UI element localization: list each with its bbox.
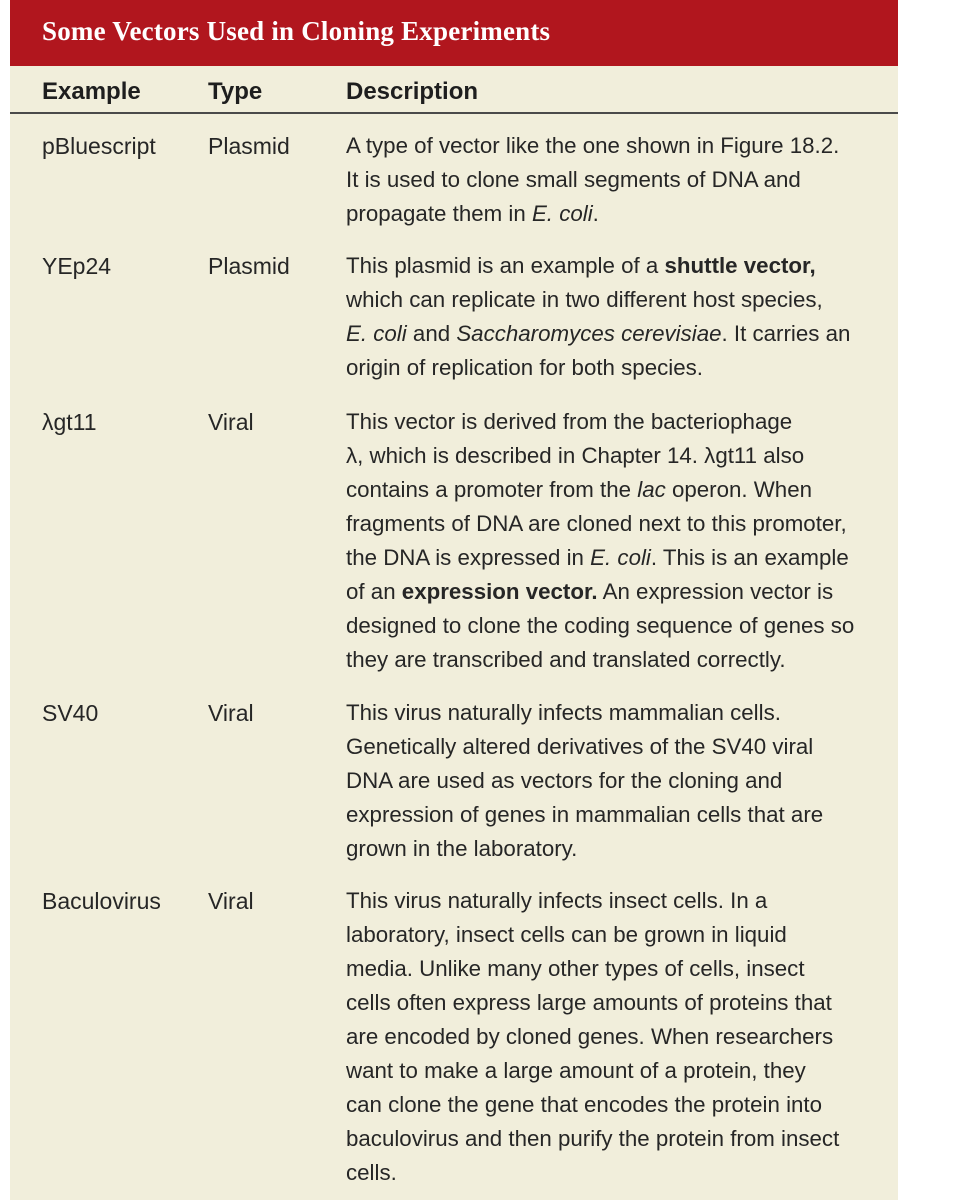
text-run: An expression vector is	[597, 579, 834, 604]
text-run: λ, which is described in Chapter 14. λgt11 also	[346, 443, 805, 468]
description-line	[346, 730, 891, 764]
text-run: origin of replication for both species.	[346, 355, 703, 380]
type-cell: Viral	[208, 700, 254, 726]
text-run: want to make a large amount of a protein, they	[346, 1058, 806, 1083]
type-cell: Plasmid	[208, 253, 290, 279]
text-run: propagate them in	[346, 201, 532, 226]
text-run: the DNA is expressed in	[346, 545, 591, 570]
description-line	[346, 507, 891, 541]
italic-term: Saccharomyces cerevisiae	[456, 321, 722, 346]
text-run: . This is an example	[650, 545, 849, 570]
bold-term: shuttle vector,	[664, 253, 816, 278]
description-line	[346, 351, 891, 385]
italic-term: E. coli	[590, 545, 651, 570]
text-run: media. Unlike many other types of cells, insect	[346, 956, 805, 981]
description-line	[346, 609, 891, 643]
text-run: . It carries an	[721, 321, 851, 346]
type-cell: Viral	[208, 888, 254, 914]
description-line	[346, 197, 891, 231]
description-line	[346, 952, 891, 986]
text-run: cells often express large amounts of proteins that	[346, 990, 832, 1015]
description-cell	[346, 696, 891, 866]
type-cell: Plasmid	[208, 133, 290, 159]
example-cell: Baculovirus	[42, 888, 161, 914]
description-line	[346, 575, 891, 609]
header-divider	[10, 112, 898, 114]
text-run: laboratory, insect cells can be grown in liquid	[346, 922, 787, 947]
description-line	[346, 283, 891, 317]
text-run: This virus naturally infects insect cells. In a	[346, 888, 768, 913]
description-line	[346, 163, 891, 197]
text-run: are encoded by cloned genes. When researchers	[346, 1024, 834, 1049]
header-example: Example	[42, 78, 141, 105]
description-cell	[346, 405, 891, 677]
description-cell	[346, 249, 891, 385]
description-line	[346, 798, 891, 832]
description-line	[346, 1156, 891, 1190]
description-line	[346, 1122, 891, 1156]
italic-term: E. coli	[531, 201, 593, 226]
text-run: DNA are used as vectors for the cloning and	[346, 768, 783, 793]
description-line	[346, 1054, 891, 1088]
description-line	[346, 918, 891, 952]
description-line	[346, 317, 891, 351]
text-run: This vector is derived from the bacteriophage	[346, 409, 793, 434]
text-run: .	[592, 201, 599, 226]
text-run: This virus naturally infects mammalian cells.	[346, 700, 781, 725]
description-line	[346, 986, 891, 1020]
text-run: baculovirus and then purify the protein from insect	[346, 1126, 840, 1151]
text-run: they are transcribed and translated correctly.	[346, 647, 786, 672]
text-run: cells.	[346, 1160, 397, 1185]
description-line	[346, 696, 891, 730]
italic-term: lac	[637, 477, 666, 502]
description-line	[346, 764, 891, 798]
description-line	[346, 1020, 891, 1054]
text-run: grown in the laboratory.	[346, 836, 578, 861]
header-description: Description	[346, 78, 479, 105]
description-line	[346, 129, 891, 163]
description-line	[346, 405, 891, 439]
table-title: Some Vectors Used in Cloning Experiments	[42, 16, 551, 46]
table-title-bar	[10, 0, 898, 66]
text-run: of an	[346, 579, 402, 604]
text-run: can clone the gene that encodes the protein into	[346, 1092, 823, 1117]
text-run: It is used to clone small segments of DNA and	[346, 167, 801, 192]
type-cell: Viral	[208, 409, 254, 435]
text-run: A type of vector like the one shown in Figure 18.2.	[346, 133, 840, 158]
text-run: expression of genes in mammalian cells that are	[346, 802, 824, 827]
example-cell: pBluescript	[42, 133, 156, 159]
description-line	[346, 832, 891, 866]
text-run: contains a promoter from the	[346, 477, 638, 502]
header-type: Type	[208, 78, 263, 105]
vectors-table	[10, 0, 898, 1200]
description-cell	[346, 884, 891, 1190]
description-line	[346, 541, 891, 575]
description-line	[346, 884, 891, 918]
example-cell: SV40	[42, 700, 99, 726]
text-run: designed to clone the coding sequence of genes so	[346, 613, 855, 638]
italic-term: E. coli	[346, 321, 407, 346]
text-run: which can replicate in two different host species,	[346, 287, 823, 312]
table-header-row	[10, 66, 898, 114]
description-line	[346, 643, 891, 677]
text-run: operon. When	[665, 477, 813, 502]
example-cell: YEp24	[42, 253, 112, 279]
description-line	[346, 473, 891, 507]
text-run: fragments of DNA are cloned next to this promoter,	[346, 511, 847, 536]
description-cell	[346, 129, 891, 231]
text-run: This plasmid is an example of a	[346, 253, 665, 278]
description-line	[346, 1088, 891, 1122]
text-run: Genetically altered derivatives of the SV40 viral	[346, 734, 814, 759]
description-line	[346, 249, 891, 283]
text-run: and	[406, 321, 457, 346]
description-line	[346, 439, 891, 473]
example-cell: λgt11	[42, 409, 97, 435]
bold-term: expression vector.	[401, 579, 598, 604]
